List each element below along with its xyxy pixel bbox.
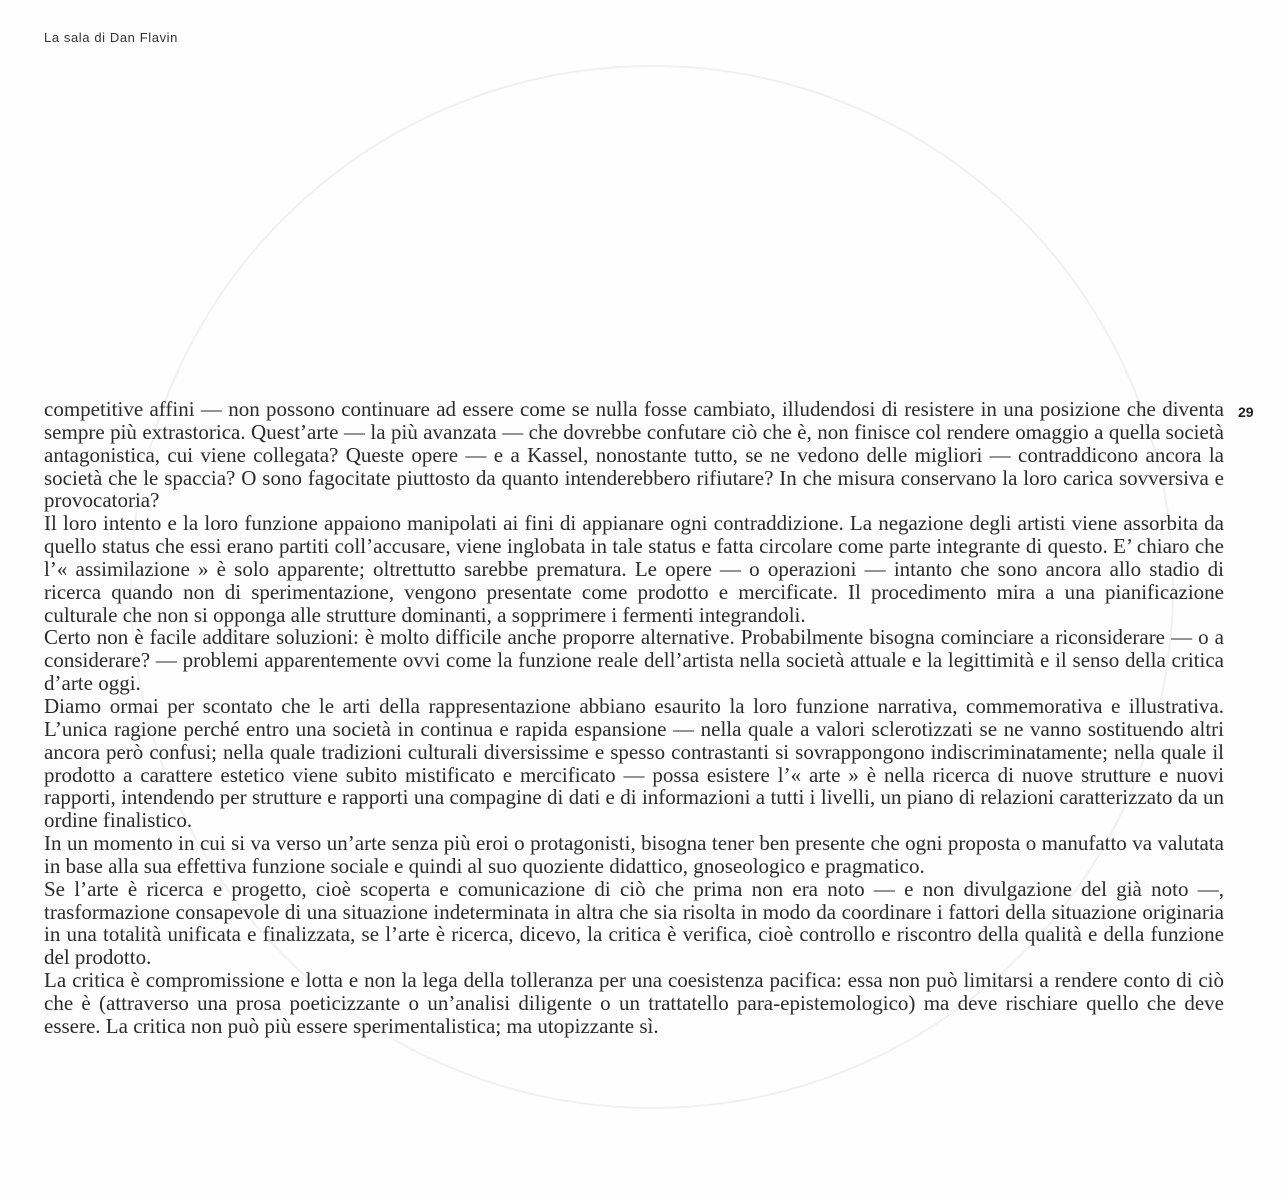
page-number: 29 [1238, 404, 1254, 420]
paragraph: Se l’arte è ricerca e progetto, cioè scoperta e comunicazione di ciò che prima non era noto — e non divulgazione del già noto —, trasformazione consapevole di una situazione indeterminata in altra che sia risolta in modo da coordinare i fattori della situazione originaria in una totalità unificata e finalizzata, se l’arte è ricerca, dicevo, la critica è verifica, cioè controllo e riscontro della qualità e della funzione del prodotto. [44, 876, 1224, 970]
paragraph: Il loro intento e la loro funzione appaiono manipolati ai fini di appianare ogni contraddizione. La negazione degli artisti viene assorbita da quello status che essi erano partiti coll’accusare, viene inglobata in tale status e fatta circolare come parte integrante di questo. E’ chiaro che l’« assimilazione » è solo apparente; oltrettutto sarebbe prematura. Le opere — o operazioni — intanto che sono ancora allo stadio di ricerca quando non di sperimentazione, vengono presentate come prodotto e mercificate. Il procedimento mira a una pianificazione culturale che non si opponga alle strutture dominanti, a sopprimere i fermenti integrandoli. [44, 511, 1224, 627]
paragraph: competitive affini — non possono continuare ad essere come se nulla fosse cambiato, illudendosi di resistere in una posizione che diventa sempre più extrastorica. Quest’arte — la più avanzata — che dovrebbe confutare ciò che è, non finisce col rendere omaggio a quella società antagonistica, cui viene collegata? Queste opere — e a Kassel, nonostante tutto, se ne vedono delle migliori — contraddicono ancora la società che le spaccia? O sono fagocitate piuttosto da quanto intenderebbero rifiutare? In che misura conservano la loro carica sovversiva e provocatoria? [44, 397, 1224, 513]
paragraph: Certo non è facile additare soluzioni: è molto difficile anche proporre alternative. Probabilmente bisogna cominciare a riconsiderare — o a considerare? — problemi apparentemente ovvi come la funzione reale dell’artista nella società attuale e la legittimità e il senso della critica d’arte oggi. [44, 625, 1224, 696]
paragraph: In un momento in cui si va verso un’arte senza più eroi o protagonisti, bisogna tener ben presente che ogni proposta o manufatto va valutata in base alla sua effettiva funzione sociale e quindi al suo quoziente didattico, gnoseologico e pragmatico. [44, 831, 1224, 878]
running-head: La sala di Dan Flavin [44, 30, 178, 45]
paragraph: La critica è compromissione e lotta e non la lega della tolleranza per una coesistenza pacifica: essa non può limitarsi a rendere conto di ciò che è (attraverso una prosa poeticizzante o un’analisi diligente o un trattatello para-epistemologico) ma deve rischiare quello che deve essere. La critica non può più essere sperimentalistica; ma utopizzante sì. [44, 968, 1224, 1038]
body-text [44, 398, 1224, 1038]
paragraph: Diamo ormai per scontato che le arti della rappresentazione abbiano esaurito la loro funzione narrativa, commemorativa e illustrativa. L’unica ragione perché entro una società in continua e rapida espansione — nella quale a valori sclerotizzati se ne vanno sostituendo altri ancora però confusi; nella quale tradizioni culturali diversissime e spesso contrastanti si sovrappongono indiscriminatamente; nella quale il prodotto a carattere estetico viene subito mistificato e mercificato — possa esistere l’« arte » è nella ricerca di nuove strutture e nuovi rapporti, intendendo per strutture e rapporti una compagine di dati e di informazioni a tutti i livelli, un piano di relazioni caratterizzato da un ordine finalistico. [44, 693, 1224, 833]
